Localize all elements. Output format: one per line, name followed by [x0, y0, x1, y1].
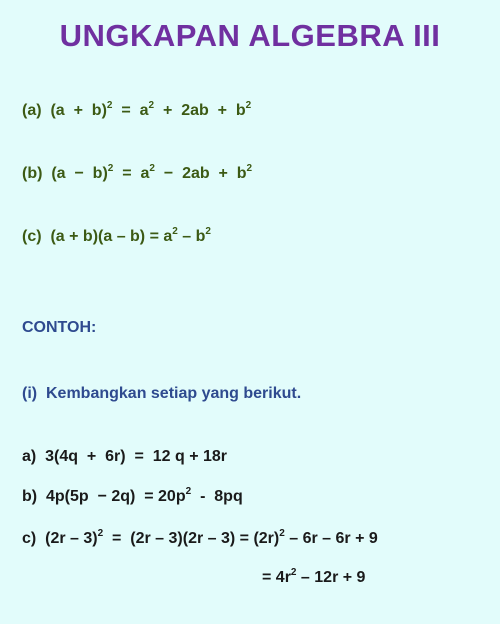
identity-b-exp2: 2	[149, 163, 155, 174]
identity-c-exp1: 2	[172, 226, 178, 237]
example-c-exp1: 2	[97, 528, 104, 539]
identity-a-part1: (a + b)	[50, 102, 107, 119]
example-b-part1: 4p(5p − 2q) = 20p	[46, 488, 186, 505]
example-c-part3: – 6r – 6r + 9	[284, 530, 378, 547]
identity-a-part3: + 2ab + b	[154, 102, 246, 119]
identity-c-part1: (a + b)(a – b) = a	[50, 228, 173, 245]
example-b-label: b)	[22, 488, 38, 505]
identity-b-exp1: 2	[107, 163, 114, 174]
identity-c	[22, 227, 211, 247]
example-c-part2: = (2r – 3)(2r – 3) = (2r)	[103, 530, 280, 547]
example-a	[22, 447, 227, 467]
identity-a	[22, 101, 251, 121]
identity-b-part1: (a − b)	[51, 165, 108, 182]
example-c-cont-part1: = 4r	[262, 569, 291, 586]
identity-a-exp2: 2	[148, 100, 155, 111]
identity-b-label: (b)	[22, 165, 43, 182]
example-c-exp2: 2	[279, 528, 285, 539]
example-c	[22, 529, 378, 549]
example-c-cont-exp1: 2	[290, 567, 297, 578]
identity-c-exp2: 2	[205, 226, 211, 237]
instruction-text: (i) Kembangkan setiap yang berikut.	[22, 385, 302, 402]
identity-a-exp1: 2	[106, 100, 113, 111]
identity-b-part2: = a	[113, 165, 150, 182]
identity-c-label: (c)	[22, 228, 42, 245]
identity-b-exp3: 2	[246, 163, 253, 174]
identity-b-part3: − 2ab + b	[154, 165, 247, 182]
example-c-continuation	[262, 568, 365, 588]
example-b	[22, 487, 243, 507]
example-c-label: c)	[22, 530, 37, 547]
example-c-cont-part2: – 12r + 9	[296, 569, 366, 586]
example-b-exp1: 2	[185, 486, 192, 497]
identity-c-part2: – b	[177, 228, 206, 245]
example-a-label: a)	[22, 448, 37, 465]
identity-a-exp3: 2	[245, 100, 252, 111]
identity-b	[22, 164, 252, 184]
example-a-text: 3(4q + 6r) = 12 q + 18r	[45, 448, 227, 465]
identity-a-part2: = a	[112, 102, 149, 119]
page-title: UNGKAPAN ALGEBRA III	[59, 18, 441, 53]
identity-a-label: (a)	[22, 102, 42, 119]
contoh-heading: CONTOH:	[22, 319, 97, 336]
example-b-part2: - 8pq	[191, 488, 243, 505]
example-c-part1: (2r – 3)	[45, 530, 98, 547]
